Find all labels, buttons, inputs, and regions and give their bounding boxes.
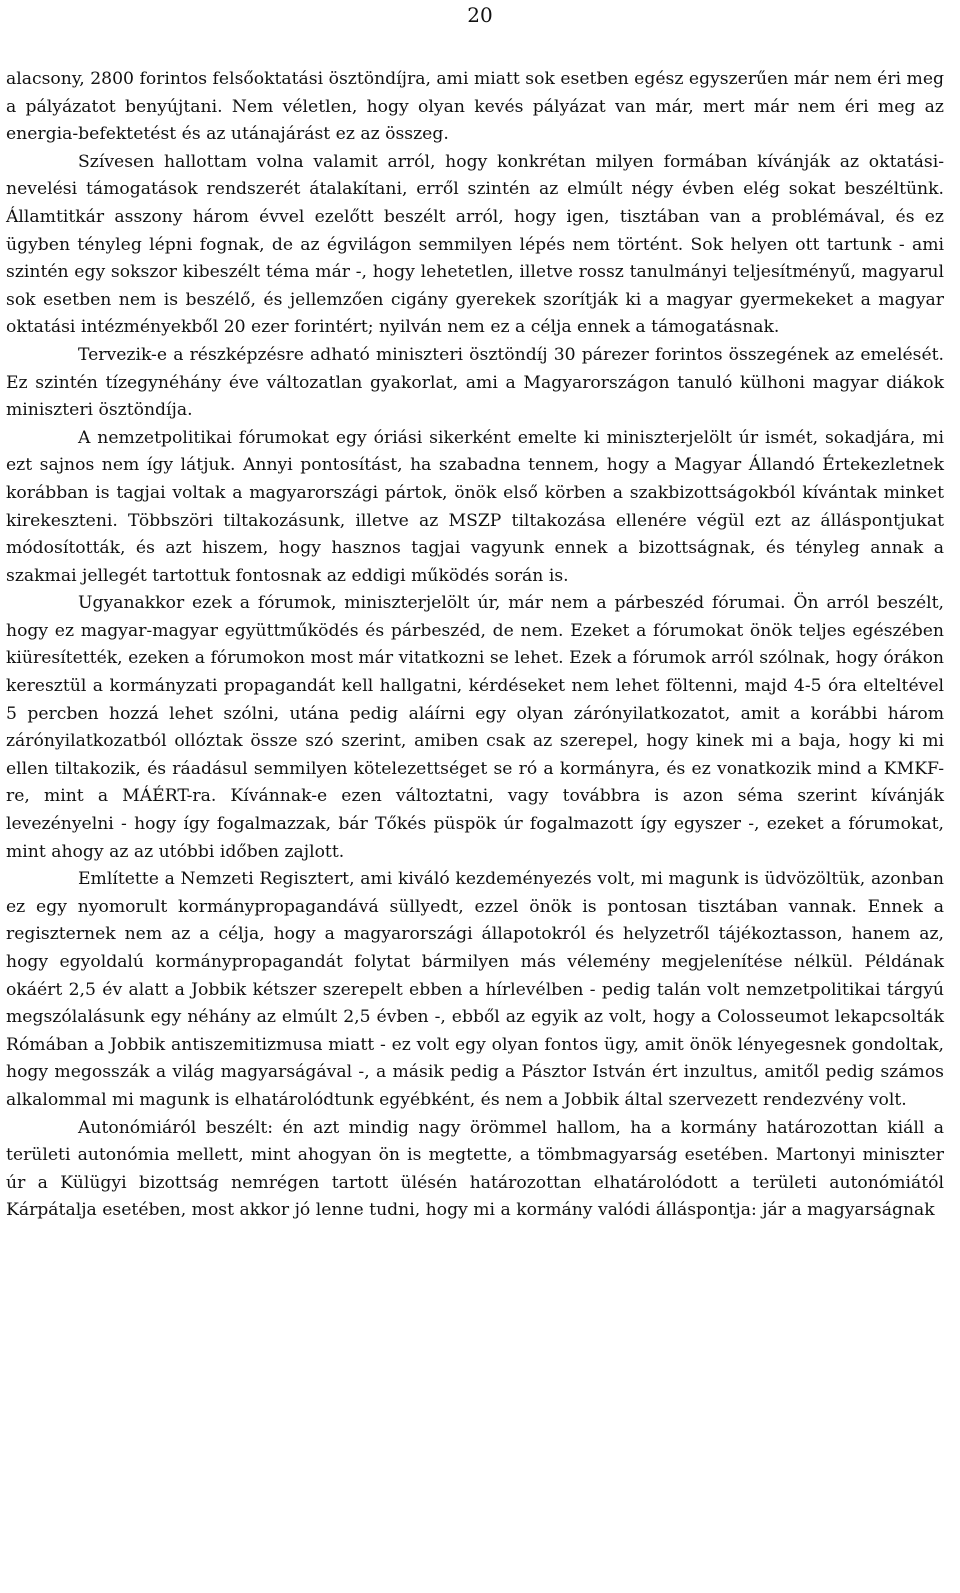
paragraph-4: A nemzetpolitikai fórumokat egy óriási sikerként emelte ki miniszterjelölt úr ismét, sokadjára, mi ezt sajnos nem így látjuk. Annyi pontosítást, ha szabadna tennem, hogy a Magyar Állandó Értekezletnek korábban is tagjai voltak a magyarországi pártok, önök első körben a szakbizottságokból kívántak minket kirekeszteni. Többszöri tiltakozásunk, illetve az MSZP tiltakozása ellenére végül ezt az álláspontjukat módosították, és azt hiszem, hogy hasznos tagjai vagyunk ennek a bizottságnak, és tényleg annak a szakmai jellegét tartottuk fontosnak az eddigi működés során is. — [6, 427, 944, 586]
paragraph-1: alacsony, 2800 forintos felsőoktatási ösztöndíjra, ami miatt sok esetben egész egyszerűen már nem éri meg a pályázatot benyújtani. Nem véletlen, hogy olyan kevés pályázat van már, mert már nem éri meg az energia-befektetést és az utánajárást ez az összeg. — [6, 69, 944, 145]
paragraph-2: Szívesen hallottam volna valamit arról, hogy konkrétan milyen formában kívánják az oktatási-nevelési támogatások rendszerét átalakítani, erről szintén az elmúlt négy évben elég sokat beszéltünk. Államtitkár asszony három évvel ezelőtt beszélt arról, hogy igen, tisztában van a problémával, és ez ügyben tényleg lépni fognak, de az égvilágon semmilyen lépés nem történt. Sok helyen ott tartunk - ami szintén egy sokszor kibeszélt téma már -, hogy lehetetlen, illetve rossz tanulmányi teljesítményű, magyarul sok esetben nem is beszélő, és jellemzően cigány gyerekek szorítják ki a magyar gyermekeket a magyar oktatási intézményekből 20 ezer forintért; nyilván nem ez a célja ennek a támogatásnak. — [6, 151, 944, 338]
document-body — [6, 66, 944, 1225]
paragraph-3: Tervezik-e a részképzésre adható miniszteri ösztöndíj 30 párezer forintos összegének az emelését. Ez szintén tízegynéhány éve változatlan gyakorlat, ami a Magyarországon tanuló külhoni magyar diákok miniszteri ösztöndíja. — [6, 344, 944, 421]
page-number: 20 — [467, 3, 493, 27]
paragraph-7: Autonómiáról beszélt: én azt mindig nagy örömmel hallom, ha a kormány határozottan kiáll a területi autonómia mellett, mint ahogyan ön is megtette, a tömbmagyarság esetében. Martonyi miniszter úr a Külügyi bizottság nemrégen tartott ülésén határozottan elhatárolódott a területi autonómiától Kárpátalja esetében, most akkor jó lenne tudni, hogy mi a kormány valódi álláspontja: jár a magyarságnak — [6, 1117, 944, 1221]
paragraph-5: Ugyanakkor ezek a fórumok, miniszterjelölt úr, már nem a párbeszéd fórumai. Ön arról beszélt, hogy ez magyar-magyar együttműködés és párbeszéd, de nem. Ezeket a fórumokat önök teljes egészében kiüresítették, ezeken a fórumokon most már vitatkozni se lehet. Ezek a fórumok arról szólnak, hogy órákon keresztül a kormányzati propagandát kell hallgatni, kérdéseket nem lehet föltenni, majd 4-5 óra elteltével 5 percben hozzá lehet szólni, utána pedig aláírni egy olyan zárónyilatkozatot, amit a korábbi három zárónyilatkozatból ollóztak össze szó szerint, amiben csak az szerepel, hogy kinek mi a baja, hogy ki mi ellen tiltakozik, és ráadásul semmilyen kötelezettséget se ró a kormányra, és ez vonatkozik mind a KMKF-re, mint a MÁÉRT-ra. Kívánnak-e ezen változtatni, vagy továbbra is azon séma szerint kívánják levezényelni - hogy így fogalmazzak, bár Tőkés püspök úr fogalmazott így egyszer -, ezeket a fórumokat, mint ahogy az az utóbbi időben zajlott. — [6, 593, 944, 862]
paragraph-6: Említette a Nemzeti Regisztert, ami kiváló kezdeményezés volt, mi magunk is üdvözöltük, azonban ez egy nyomorult kormánypropagandává süllyedt, ezzel önök is pontosan tisztában vannak. Ennek a regiszternek nem az a célja, hogy a magyarországi állapotokról és helyzetről tájékoztasson, hanem az, hogy egyoldalú kormánypropagandát folytat bármilyen más vélemény megjelenítése nélkül. Példának okáért 2,5 év alatt a Jobbik kétszer szerepelt ebben a hírlevélben - pedig talán volt nemzetpolitikai tárgyú megszólalásunk egy néhány az elmúlt 2,5 évben -, ebből az egyik az volt, hogy a Colosseumot lekapcsolták Rómában a Jobbik antiszemitizmusa miatt - ez volt egy olyan fontos ügy, amit önök lényegesnek gondoltak, hogy megosszák a világ magyarságával -, a másik pedig a Pásztor István ért inzultus, amitől pedig számos alkalommal mi magunk is elhatárolódtunk egyébként, és nem a Jobbik által szervezett rendezvény volt. — [6, 869, 944, 1110]
